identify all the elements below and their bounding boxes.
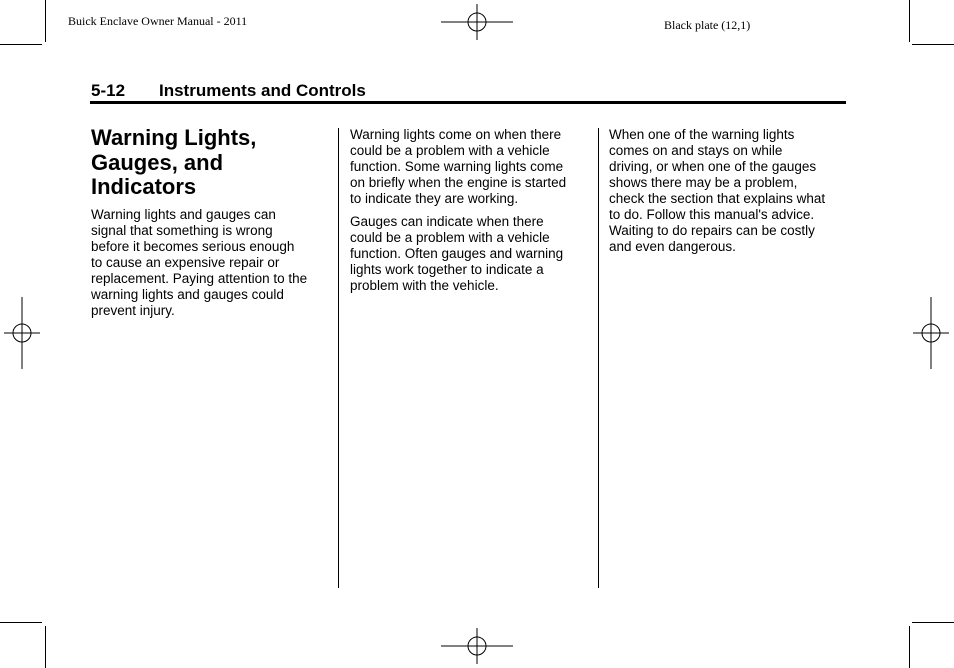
registration-mark-icon xyxy=(441,628,513,664)
crop-mark xyxy=(909,0,910,42)
gauges-paragraph xyxy=(350,214,590,294)
text-line: driving, or when one of the gauges xyxy=(609,159,817,174)
page-heading xyxy=(91,126,331,200)
column-divider xyxy=(598,128,599,588)
text-line: could be a problem with a vehicle xyxy=(350,230,550,245)
text-line: and even dangerous. xyxy=(609,239,736,254)
text-line: shows there may be a problem, xyxy=(609,175,798,190)
heading-line: Gauges, and xyxy=(91,149,224,175)
crop-mark xyxy=(912,44,954,45)
crop-mark xyxy=(45,626,46,668)
crop-mark xyxy=(0,44,42,45)
warning-lights-paragraph xyxy=(350,127,590,207)
registration-mark-icon xyxy=(913,297,949,369)
text-line: to cause an expensive repair or xyxy=(91,255,280,270)
text-line: function. Some warning lights come xyxy=(350,159,564,174)
text-line: When one of the warning lights xyxy=(609,127,795,142)
section-title: Instruments and Controls xyxy=(159,81,366,100)
text-line: function. Often gauges and warning xyxy=(350,246,564,261)
crop-mark xyxy=(45,0,46,42)
text-line: prevent injury. xyxy=(91,303,175,318)
text-line: Warning lights and gauges can xyxy=(91,207,276,222)
text-line: replacement. Paying attention to the xyxy=(91,271,308,286)
text-line: on briefly when the engine is started xyxy=(350,175,567,190)
registration-mark-icon xyxy=(4,297,40,369)
text-line: before it becomes serious enough xyxy=(91,239,295,254)
crop-mark xyxy=(909,626,910,668)
intro-paragraph xyxy=(91,207,331,319)
text-line: Warning lights come on when there xyxy=(350,127,562,142)
registration-mark-icon xyxy=(441,4,513,40)
section-number: 5-12 xyxy=(91,81,126,100)
heading-line: Warning Lights, xyxy=(91,125,257,150)
crop-mark xyxy=(0,622,42,623)
header-left-text: Buick Enclave Owner Manual - 2011 xyxy=(68,14,248,28)
heading-line: Indicators xyxy=(91,174,197,199)
text-line: to do. Follow this manual's advice. xyxy=(609,207,815,222)
text-line: signal that something is wrong xyxy=(91,223,273,238)
text-line: check the section that explains what xyxy=(609,191,826,206)
header-right-text: Black plate (12,1) xyxy=(664,18,751,32)
text-line: Gauges can indicate when there xyxy=(350,214,544,229)
text-line: problem with the vehicle. xyxy=(350,278,499,293)
text-line: Waiting to do repairs can be costly xyxy=(609,223,815,238)
text-line: could be a problem with a vehicle xyxy=(350,143,550,158)
text-line: lights work together to indicate a xyxy=(350,262,544,277)
section-rule xyxy=(90,101,846,104)
crop-mark xyxy=(912,622,954,623)
column-divider xyxy=(338,128,339,588)
text-line: to indicate they are working. xyxy=(350,191,519,206)
advice-paragraph xyxy=(609,127,849,255)
text-line: comes on and stays on while xyxy=(609,143,783,158)
text-line: warning lights and gauges could xyxy=(91,287,284,302)
